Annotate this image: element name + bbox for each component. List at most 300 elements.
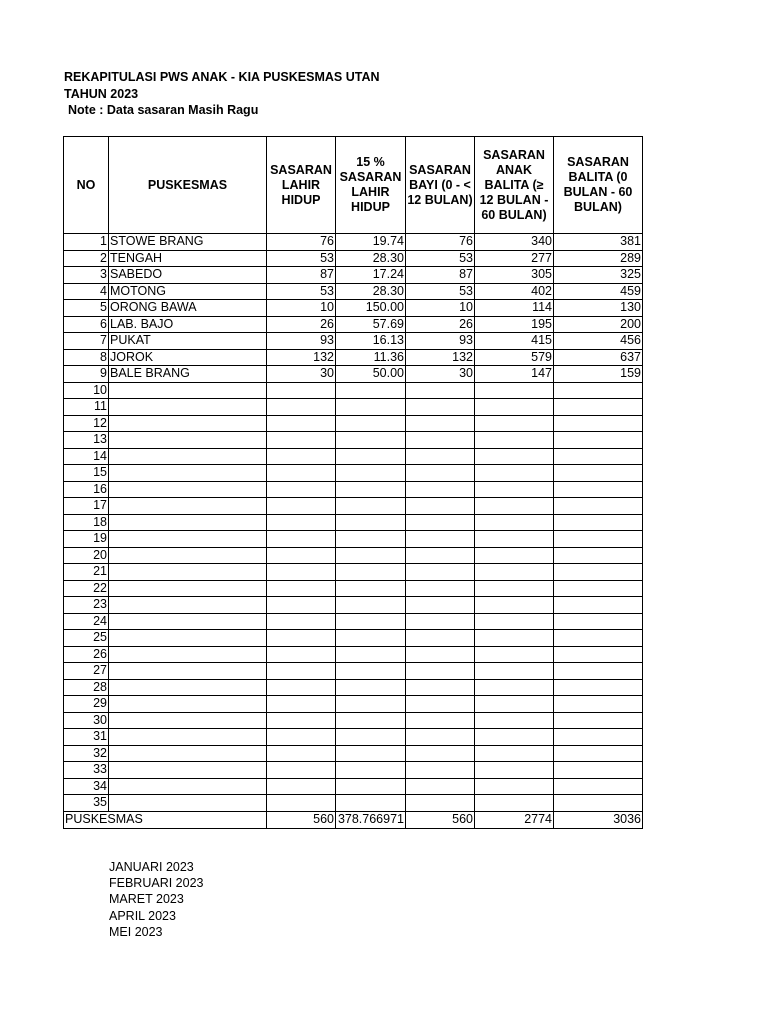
cell-puskesmas xyxy=(109,712,267,729)
cell-15pct: 19.74 xyxy=(336,234,406,251)
table-row xyxy=(64,646,643,663)
table-row xyxy=(64,283,643,300)
cell-anak-balita xyxy=(475,514,554,531)
cell-no: 4 xyxy=(64,283,109,300)
cell-no: 1 xyxy=(64,234,109,251)
total-15pct: 378.766971 xyxy=(336,811,406,828)
cell-lahir-hidup: 132 xyxy=(267,349,336,366)
cell-no: 31 xyxy=(64,729,109,746)
cell-anak-balita: 195 xyxy=(475,316,554,333)
cell-lahir-hidup xyxy=(267,663,336,680)
table-header-row xyxy=(64,137,643,234)
cell-lahir-hidup xyxy=(267,795,336,812)
cell-no: 21 xyxy=(64,564,109,581)
cell-lahir-hidup xyxy=(267,531,336,548)
cell-anak-balita xyxy=(475,663,554,680)
cell-no: 7 xyxy=(64,333,109,350)
cell-no: 20 xyxy=(64,547,109,564)
report-title: REKAPITULASI PWS ANAK - KIA PUSKESMAS UTAN xyxy=(64,70,380,84)
cell-balita: 456 xyxy=(554,333,643,350)
month-list xyxy=(109,859,203,940)
report-note: Note : Data sasaran Masih Ragu xyxy=(68,103,259,117)
cell-bayi xyxy=(406,547,475,564)
cell-lahir-hidup: 76 xyxy=(267,234,336,251)
cell-anak-balita xyxy=(475,564,554,581)
cell-puskesmas xyxy=(109,481,267,498)
total-balita: 3036 xyxy=(554,811,643,828)
month-item: MEI 2023 xyxy=(109,924,163,939)
cell-bayi xyxy=(406,646,475,663)
cell-bayi xyxy=(406,762,475,779)
cell-balita xyxy=(554,399,643,416)
cell-lahir-hidup xyxy=(267,597,336,614)
cell-lahir-hidup xyxy=(267,448,336,465)
cell-puskesmas: STOWE BRANG xyxy=(109,234,267,251)
cell-anak-balita xyxy=(475,465,554,482)
cell-15pct: 17.24 xyxy=(336,267,406,284)
cell-bayi: 53 xyxy=(406,250,475,267)
cell-balita xyxy=(554,679,643,696)
cell-balita xyxy=(554,597,643,614)
cell-15pct xyxy=(336,399,406,416)
table-row xyxy=(64,712,643,729)
cell-lahir-hidup: 10 xyxy=(267,300,336,317)
table-row xyxy=(64,514,643,531)
cell-balita xyxy=(554,712,643,729)
cell-balita: 637 xyxy=(554,349,643,366)
cell-bayi: 87 xyxy=(406,267,475,284)
cell-no: 22 xyxy=(64,580,109,597)
cell-15pct xyxy=(336,630,406,647)
cell-lahir-hidup xyxy=(267,514,336,531)
cell-anak-balita xyxy=(475,646,554,663)
cell-lahir-hidup xyxy=(267,762,336,779)
cell-puskesmas: SABEDO xyxy=(109,267,267,284)
table-row xyxy=(64,382,643,399)
cell-balita xyxy=(554,630,643,647)
cell-lahir-hidup xyxy=(267,432,336,449)
cell-no: 15 xyxy=(64,465,109,482)
cell-lahir-hidup xyxy=(267,729,336,746)
table-row xyxy=(64,333,643,350)
cell-bayi xyxy=(406,630,475,647)
cell-puskesmas xyxy=(109,465,267,482)
cell-lahir-hidup xyxy=(267,547,336,564)
cell-anak-balita xyxy=(475,580,554,597)
cell-bayi xyxy=(406,679,475,696)
cell-15pct xyxy=(336,679,406,696)
cell-balita xyxy=(554,514,643,531)
header-no: NO xyxy=(64,137,109,234)
cell-balita xyxy=(554,663,643,680)
table-row xyxy=(64,795,643,812)
cell-puskesmas xyxy=(109,729,267,746)
cell-balita xyxy=(554,547,643,564)
cell-anak-balita xyxy=(475,679,554,696)
cell-bayi xyxy=(406,432,475,449)
cell-15pct xyxy=(336,531,406,548)
cell-no: 2 xyxy=(64,250,109,267)
cell-no: 28 xyxy=(64,679,109,696)
cell-15pct: 57.69 xyxy=(336,316,406,333)
cell-puskesmas xyxy=(109,597,267,614)
cell-no: 23 xyxy=(64,597,109,614)
cell-puskesmas xyxy=(109,580,267,597)
cell-puskesmas xyxy=(109,382,267,399)
cell-puskesmas xyxy=(109,498,267,515)
cell-lahir-hidup: 93 xyxy=(267,333,336,350)
total-row xyxy=(64,811,643,828)
cell-bayi xyxy=(406,564,475,581)
cell-balita xyxy=(554,778,643,795)
cell-lahir-hidup: 53 xyxy=(267,283,336,300)
cell-15pct xyxy=(336,481,406,498)
cell-bayi: 132 xyxy=(406,349,475,366)
cell-no: 6 xyxy=(64,316,109,333)
cell-puskesmas xyxy=(109,778,267,795)
cell-bayi: 93 xyxy=(406,333,475,350)
cell-bayi: 10 xyxy=(406,300,475,317)
cell-balita: 325 xyxy=(554,267,643,284)
table-row xyxy=(64,745,643,762)
cell-15pct: 16.13 xyxy=(336,333,406,350)
total-anak-balita: 2774 xyxy=(475,811,554,828)
cell-15pct xyxy=(336,382,406,399)
cell-lahir-hidup xyxy=(267,498,336,515)
cell-bayi: 53 xyxy=(406,283,475,300)
table-row xyxy=(64,597,643,614)
table-row xyxy=(64,663,643,680)
cell-bayi xyxy=(406,531,475,548)
cell-15pct xyxy=(336,580,406,597)
cell-lahir-hidup xyxy=(267,481,336,498)
table-row xyxy=(64,547,643,564)
table-row xyxy=(64,267,643,284)
cell-no: 27 xyxy=(64,663,109,680)
total-lahir-hidup: 560 xyxy=(267,811,336,828)
cell-15pct xyxy=(336,498,406,515)
table-row xyxy=(64,465,643,482)
cell-balita xyxy=(554,646,643,663)
cell-bayi xyxy=(406,613,475,630)
cell-15pct xyxy=(336,415,406,432)
header-puskesmas: PUSKESMAS xyxy=(109,137,267,234)
cell-lahir-hidup xyxy=(267,630,336,647)
cell-bayi: 30 xyxy=(406,366,475,383)
table-row xyxy=(64,630,643,647)
cell-bayi xyxy=(406,481,475,498)
table-row xyxy=(64,481,643,498)
cell-bayi xyxy=(406,580,475,597)
cell-puskesmas xyxy=(109,663,267,680)
cell-balita: 289 xyxy=(554,250,643,267)
cell-bayi xyxy=(406,498,475,515)
cell-15pct xyxy=(336,613,406,630)
cell-lahir-hidup xyxy=(267,399,336,416)
cell-bayi xyxy=(406,729,475,746)
cell-15pct xyxy=(336,514,406,531)
cell-balita xyxy=(554,415,643,432)
cell-anak-balita: 415 xyxy=(475,333,554,350)
cell-balita xyxy=(554,382,643,399)
cell-anak-balita xyxy=(475,762,554,779)
cell-lahir-hidup xyxy=(267,613,336,630)
cell-anak-balita xyxy=(475,696,554,713)
cell-no: 18 xyxy=(64,514,109,531)
cell-15pct xyxy=(336,778,406,795)
cell-no: 29 xyxy=(64,696,109,713)
cell-no: 33 xyxy=(64,762,109,779)
cell-anak-balita xyxy=(475,432,554,449)
cell-balita: 130 xyxy=(554,300,643,317)
cell-anak-balita xyxy=(475,481,554,498)
cell-bayi xyxy=(406,399,475,416)
table-row xyxy=(64,366,643,383)
cell-bayi xyxy=(406,745,475,762)
cell-puskesmas xyxy=(109,679,267,696)
cell-balita: 159 xyxy=(554,366,643,383)
cell-balita xyxy=(554,481,643,498)
cell-balita xyxy=(554,729,643,746)
header-sasaran-balita: SASARAN BALITA (0 BULAN - 60 BULAN) xyxy=(554,137,643,234)
cell-puskesmas xyxy=(109,547,267,564)
cell-anak-balita xyxy=(475,778,554,795)
cell-anak-balita xyxy=(475,415,554,432)
cell-anak-balita xyxy=(475,399,554,416)
cell-balita xyxy=(554,762,643,779)
cell-lahir-hidup xyxy=(267,465,336,482)
cell-lahir-hidup xyxy=(267,778,336,795)
cell-15pct xyxy=(336,564,406,581)
table-row xyxy=(64,250,643,267)
cell-puskesmas xyxy=(109,415,267,432)
cell-15pct: 50.00 xyxy=(336,366,406,383)
cell-anak-balita xyxy=(475,531,554,548)
month-item: APRIL 2023 xyxy=(109,908,176,923)
cell-balita xyxy=(554,432,643,449)
cell-15pct xyxy=(336,745,406,762)
cell-puskesmas xyxy=(109,630,267,647)
cell-lahir-hidup: 30 xyxy=(267,366,336,383)
cell-anak-balita: 147 xyxy=(475,366,554,383)
cell-lahir-hidup xyxy=(267,382,336,399)
cell-no: 34 xyxy=(64,778,109,795)
cell-puskesmas: JOROK xyxy=(109,349,267,366)
header-sasaran-bayi: SASARAN BAYI (0 - < 12 BULAN) xyxy=(406,137,475,234)
table-row xyxy=(64,729,643,746)
cell-anak-balita: 277 xyxy=(475,250,554,267)
cell-no: 32 xyxy=(64,745,109,762)
cell-balita xyxy=(554,580,643,597)
cell-lahir-hidup xyxy=(267,712,336,729)
cell-anak-balita: 402 xyxy=(475,283,554,300)
cell-15pct xyxy=(336,762,406,779)
total-bayi: 560 xyxy=(406,811,475,828)
report-header xyxy=(64,69,380,119)
month-item: JANUARI 2023 xyxy=(109,860,194,874)
cell-anak-balita xyxy=(475,597,554,614)
cell-15pct xyxy=(336,696,406,713)
cell-lahir-hidup: 26 xyxy=(267,316,336,333)
cell-puskesmas xyxy=(109,564,267,581)
cell-bayi xyxy=(406,696,475,713)
cell-puskesmas xyxy=(109,448,267,465)
recap-table xyxy=(63,136,643,829)
cell-lahir-hidup xyxy=(267,415,336,432)
cell-15pct xyxy=(336,663,406,680)
table-row xyxy=(64,613,643,630)
table-row xyxy=(64,696,643,713)
cell-anak-balita xyxy=(475,498,554,515)
cell-no: 5 xyxy=(64,300,109,317)
table-body xyxy=(64,234,643,812)
cell-anak-balita xyxy=(475,729,554,746)
cell-no: 35 xyxy=(64,795,109,812)
cell-bayi xyxy=(406,448,475,465)
cell-puskesmas xyxy=(109,696,267,713)
cell-bayi xyxy=(406,514,475,531)
month-item: MARET 2023 xyxy=(109,892,184,907)
cell-15pct xyxy=(336,795,406,812)
table-row xyxy=(64,300,643,317)
cell-no: 9 xyxy=(64,366,109,383)
cell-puskesmas: ORONG BAWA xyxy=(109,300,267,317)
cell-balita: 381 xyxy=(554,234,643,251)
cell-puskesmas: MOTONG xyxy=(109,283,267,300)
cell-anak-balita: 340 xyxy=(475,234,554,251)
total-label: PUSKESMAS xyxy=(64,811,267,828)
cell-bayi xyxy=(406,795,475,812)
cell-balita: 459 xyxy=(554,283,643,300)
cell-puskesmas xyxy=(109,646,267,663)
cell-lahir-hidup: 53 xyxy=(267,250,336,267)
cell-15pct xyxy=(336,646,406,663)
cell-bayi xyxy=(406,597,475,614)
cell-bayi: 26 xyxy=(406,316,475,333)
table-row xyxy=(64,448,643,465)
cell-puskesmas xyxy=(109,762,267,779)
cell-balita: 200 xyxy=(554,316,643,333)
cell-anak-balita xyxy=(475,547,554,564)
cell-anak-balita xyxy=(475,712,554,729)
table-row xyxy=(64,580,643,597)
cell-anak-balita xyxy=(475,382,554,399)
cell-15pct xyxy=(336,448,406,465)
cell-bayi xyxy=(406,778,475,795)
cell-puskesmas xyxy=(109,399,267,416)
table-row xyxy=(64,778,643,795)
table-row xyxy=(64,399,643,416)
report-year: TAHUN 2023 xyxy=(64,86,139,101)
table-row xyxy=(64,564,643,581)
cell-puskesmas: PUKAT xyxy=(109,333,267,350)
cell-15pct: 150.00 xyxy=(336,300,406,317)
cell-bayi xyxy=(406,663,475,680)
header-sasaran-anak-balita: SASARAN ANAK BALITA (≥ 12 BULAN - 60 BULAN) xyxy=(475,137,554,234)
cell-no: 30 xyxy=(64,712,109,729)
cell-anak-balita xyxy=(475,795,554,812)
cell-15pct xyxy=(336,465,406,482)
cell-15pct: 11.36 xyxy=(336,349,406,366)
cell-anak-balita xyxy=(475,448,554,465)
cell-anak-balita xyxy=(475,630,554,647)
cell-15pct: 28.30 xyxy=(336,250,406,267)
cell-puskesmas xyxy=(109,613,267,630)
cell-bayi xyxy=(406,465,475,482)
table-row xyxy=(64,234,643,251)
cell-lahir-hidup xyxy=(267,745,336,762)
cell-lahir-hidup xyxy=(267,580,336,597)
cell-puskesmas xyxy=(109,795,267,812)
header-15pct-sasaran-lahir-hidup: 15 % SASARAN LAHIR HIDUP xyxy=(336,137,406,234)
cell-puskesmas: BALE BRANG xyxy=(109,366,267,383)
cell-balita xyxy=(554,564,643,581)
cell-no: 24 xyxy=(64,613,109,630)
cell-15pct: 28.30 xyxy=(336,283,406,300)
cell-no: 14 xyxy=(64,448,109,465)
cell-lahir-hidup xyxy=(267,646,336,663)
cell-anak-balita: 305 xyxy=(475,267,554,284)
cell-bayi: 76 xyxy=(406,234,475,251)
table-row xyxy=(64,415,643,432)
cell-no: 19 xyxy=(64,531,109,548)
cell-15pct xyxy=(336,729,406,746)
cell-no: 25 xyxy=(64,630,109,647)
cell-balita xyxy=(554,613,643,630)
cell-anak-balita: 579 xyxy=(475,349,554,366)
header-sasaran-lahir-hidup: SASARAN LAHIR HIDUP xyxy=(267,137,336,234)
cell-puskesmas: TENGAH xyxy=(109,250,267,267)
cell-no: 3 xyxy=(64,267,109,284)
table-row xyxy=(64,498,643,515)
table-row xyxy=(64,316,643,333)
cell-balita xyxy=(554,465,643,482)
cell-balita xyxy=(554,745,643,762)
table-row xyxy=(64,762,643,779)
cell-lahir-hidup xyxy=(267,696,336,713)
month-item: FEBRUARI 2023 xyxy=(109,876,204,891)
cell-no: 26 xyxy=(64,646,109,663)
table-row xyxy=(64,679,643,696)
cell-balita xyxy=(554,795,643,812)
cell-no: 10 xyxy=(64,382,109,399)
cell-no: 8 xyxy=(64,349,109,366)
cell-lahir-hidup: 87 xyxy=(267,267,336,284)
cell-bayi xyxy=(406,415,475,432)
table-row xyxy=(64,531,643,548)
cell-no: 13 xyxy=(64,432,109,449)
cell-no: 11 xyxy=(64,399,109,416)
cell-puskesmas xyxy=(109,432,267,449)
table-row xyxy=(64,432,643,449)
cell-puskesmas: LAB. BAJO xyxy=(109,316,267,333)
cell-15pct xyxy=(336,547,406,564)
cell-balita xyxy=(554,531,643,548)
cell-puskesmas xyxy=(109,531,267,548)
cell-balita xyxy=(554,696,643,713)
cell-anak-balita xyxy=(475,745,554,762)
cell-15pct xyxy=(336,597,406,614)
cell-bayi xyxy=(406,382,475,399)
cell-puskesmas xyxy=(109,745,267,762)
cell-no: 16 xyxy=(64,481,109,498)
cell-balita xyxy=(554,448,643,465)
cell-puskesmas xyxy=(109,514,267,531)
cell-lahir-hidup xyxy=(267,564,336,581)
cell-anak-balita: 114 xyxy=(475,300,554,317)
cell-balita xyxy=(554,498,643,515)
cell-bayi xyxy=(406,712,475,729)
